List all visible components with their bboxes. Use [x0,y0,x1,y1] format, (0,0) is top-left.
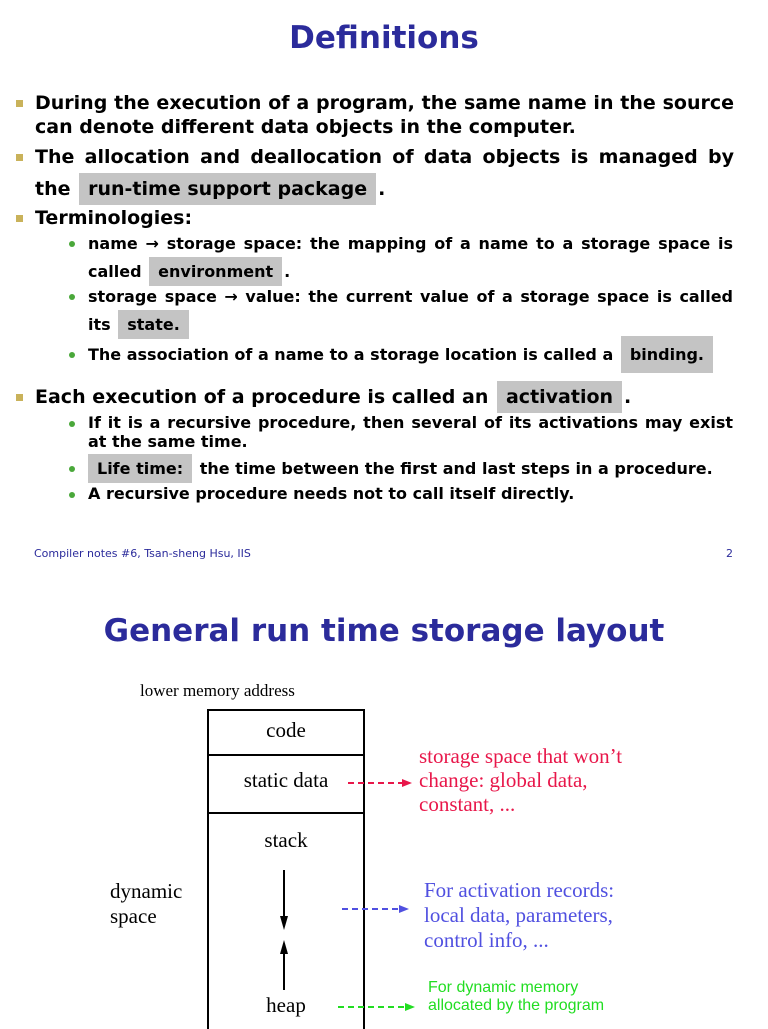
bullet-square-icon [16,154,23,161]
bullet-activation: Each execution of a procedure is called an activation . [18,382,734,412]
bullet-text: The allocation and deallocation of data objects is managed by the [35,146,734,200]
segment-static-data: static data [243,768,329,792]
footer-credit: Compiler notes #6, Tsan-sheng Hsu, IIS [34,547,251,560]
annotation-dynamic-memory: For dynamic memory allocated by the program [428,979,605,1014]
annotation-static-data: storage space that won’t change: global data, constant, ... [419,744,623,816]
bullet-dot-icon [69,466,75,472]
highlight-activation: activation [497,381,622,413]
sub-bullet-recursive-direct: A recursive procedure needs not to call itself directly. [70,484,733,504]
highlight-life-time: Life time: [88,454,192,483]
bullet-square-icon [16,100,23,107]
sub-bullet-binding: The association of a name to a storage location is called a binding. [70,341,733,369]
bullet-allocation: The allocation and deallocation of data objects is managed by the run-time support package . [18,141,734,205]
slide-title: Definitions [289,20,479,56]
sub-bullet-recursive: If it is a recursive procedure, then several of its activations may exist at the same time. [70,413,733,451]
bullet-terminologies [18,206,734,230]
bullet-execution-names [18,91,734,139]
divider-code-static [207,754,365,756]
dynamic-space-label: dynamic space [110,879,183,928]
highlight-environment: environment [149,257,282,286]
sub-bullet-state: storage space → value: the current value of a storage space is called its state. [70,283,733,339]
bullet-text: Terminologies: [35,207,193,229]
sub-bullet-environment: name → storage space: the mapping of a name to a storage space is called environment . [70,230,733,286]
divider-static-stack [207,812,365,814]
bullet-square-icon [16,215,23,222]
highlight-run-time-support: run-time support package [79,173,376,205]
segment-stack: stack [264,828,308,852]
bullet-text: During the execution of a program, the same name in the source can denote different data objects in the computer. [35,92,734,138]
slide-title-storage-layout: General run time storage layout [103,613,665,649]
sub-bullet-lifetime: Life time: the time between the first and last steps in a procedure. [70,455,733,483]
annotation-activation-records: For activation records: local data, parameters, control info, ... [424,878,615,952]
bullet-dot-icon [69,294,75,300]
bullet-square-icon [16,394,23,401]
memory-layout-box [207,709,365,1029]
bullet-dot-icon [69,241,75,247]
bullet-dot-icon [69,421,75,427]
segment-heap: heap [266,993,306,1017]
page-number: 2 [726,547,733,560]
highlight-binding: binding. [621,336,713,373]
highlight-state: state. [118,310,189,339]
bullet-dot-icon [69,492,75,498]
segment-code: code [266,718,306,742]
bullet-dot-icon [69,352,75,358]
lower-memory-address-label: lower memory address [140,681,295,700]
